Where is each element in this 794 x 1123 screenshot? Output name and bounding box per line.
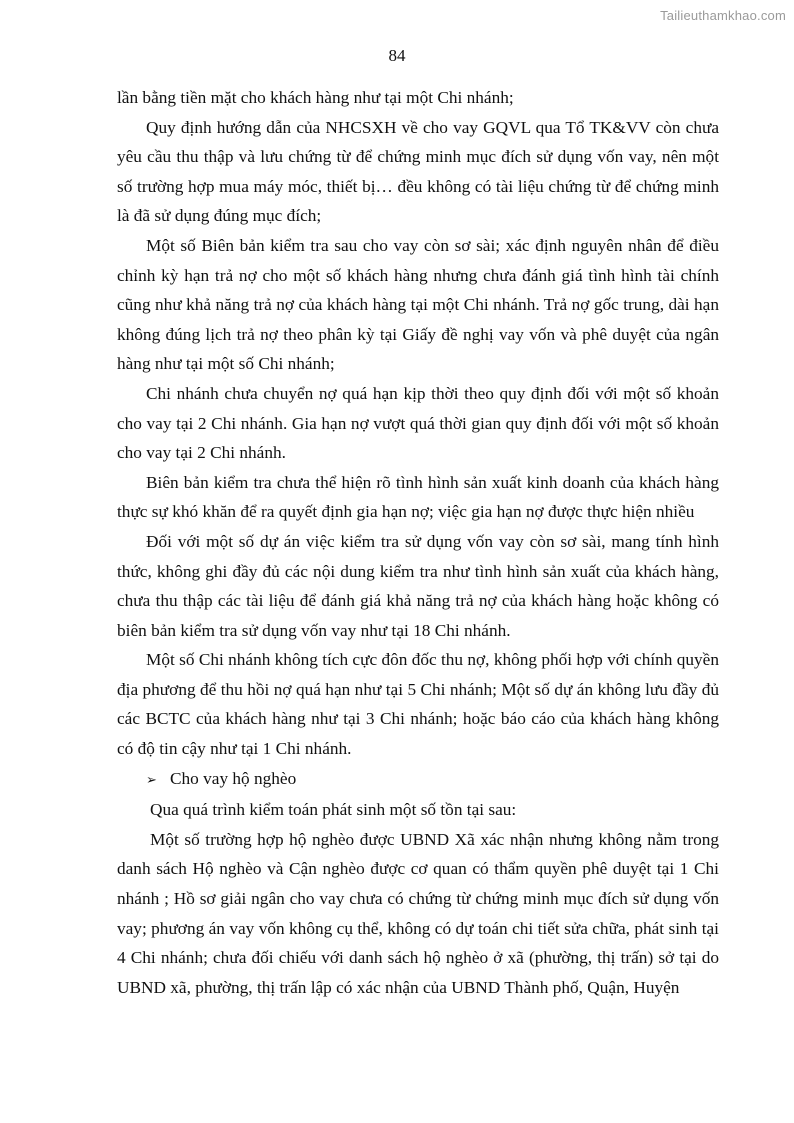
paragraph-continuation: lần bằng tiền mặt cho khách hàng như tại một Chi nhánh; bbox=[117, 88, 514, 107]
watermark: Tailieuthamkhao.com bbox=[660, 8, 786, 23]
arrowhead-bullet-icon: ➢ bbox=[146, 772, 157, 788]
paragraph-audit-findings-intro: Qua quá trình kiểm toán phát sinh một số tồn tại sau: bbox=[150, 800, 517, 820]
document-body bbox=[117, 83, 719, 1002]
paragraph-overdue-debt: Chi nhánh chưa chuyển nợ quá hạn kịp thời theo quy định đối với một số khoản cho vay tại 2 Chi nhánh. Gia hạn nợ vượt quá thời gian quy định đối với một số khoản cho vay tại 2 Chi nhánh. bbox=[117, 383, 719, 463]
page-number: 84 bbox=[388, 46, 406, 65]
paragraph-project-inspection: Đối với một số dự án việc kiểm tra sử dụng vốn vay còn sơ sài, mang tính hình thức, không ghi đầy đủ các nội dung kiểm tra như tình hình sản xuất của khách hàng, chưa thu thập các tài liệu để đánh giá khả năng trả nợ của khách hàng hoặc không có biên bản kiểm tra sử dụng vốn vay như tại 18 Chi nhánh. bbox=[117, 531, 719, 640]
bullet-heading-label: Cho vay hộ nghèo bbox=[170, 768, 297, 788]
bullet-heading bbox=[117, 764, 719, 796]
paragraph-inspection-minutes: Một số Biên bản kiểm tra sau cho vay còn sơ sài; xác định nguyên nhân để điều chỉnh kỳ hạn trả nợ cho một số khách hàng nhưng chưa đánh giá tình hình tài chính cũng như khả năng trả nợ của khách hàng tại một Chi nhánh. Trả nợ gốc trung, dài hạn không đúng lịch trả nợ theo phân kỳ tại Giấy đề nghị vay vốn và phê duyệt của ngân hàng như tại một số Chi nhánh; bbox=[117, 235, 719, 374]
paragraph-nhcsxh-guidance: Quy định hướng dẫn của NHCSXH về cho vay GQVL qua Tổ TK&VV còn chưa yêu cầu thu thập và lưu chứng từ để chứng minh mục đích sử dụng vốn vay, nên một số trường hợp mua máy móc, thiết bị… đều không có tài liệu chứng từ để chứng minh là đã sử dụng đúng mục đích; bbox=[117, 117, 719, 226]
paragraph-debt-extension: Biên bản kiểm tra chưa thể hiện rõ tình hình sản xuất kinh doanh của khách hàng thực sự khó khăn để ra quyết định gia hạn nợ; việc gia hạn nợ được thực hiện nhiều bbox=[117, 472, 719, 522]
paragraph-poor-households: Một số trường hợp hộ nghèo được UBND Xã xác nhận nhưng không nằm trong danh sách Hộ nghèo và Cận nghèo được cơ quan có thẩm quyền phê duyệt tại 1 Chi nhánh ; Hồ sơ giải ngân cho vay chưa có chứng từ chứng minh mục đích sử dụng vốn vay; phương án vay vốn không cụ thể, không có dự toán chi tiết sửa chữa, phát sinh tại 4 Chi nhánh; chưa đối chiếu với danh sách hộ nghèo ở xã (phường, thị trấn) sở tại do UBND xã, phường, thị trấn lập có xác nhận của UBND Thành phố, Quận, Huyện bbox=[117, 829, 719, 997]
paragraph-debt-collection: Một số Chi nhánh không tích cực đôn đốc thu nợ, không phối hợp với chính quyền địa phương để thu hồi nợ quá hạn như tại 5 Chi nhánh; Một số dự án không lưu đầy đủ các BCTC của khách hàng như tại 3 Chi nhánh; hoặc báo cáo của khách hàng không có độ tin cậy như tại 1 Chi nhánh. bbox=[117, 650, 719, 759]
